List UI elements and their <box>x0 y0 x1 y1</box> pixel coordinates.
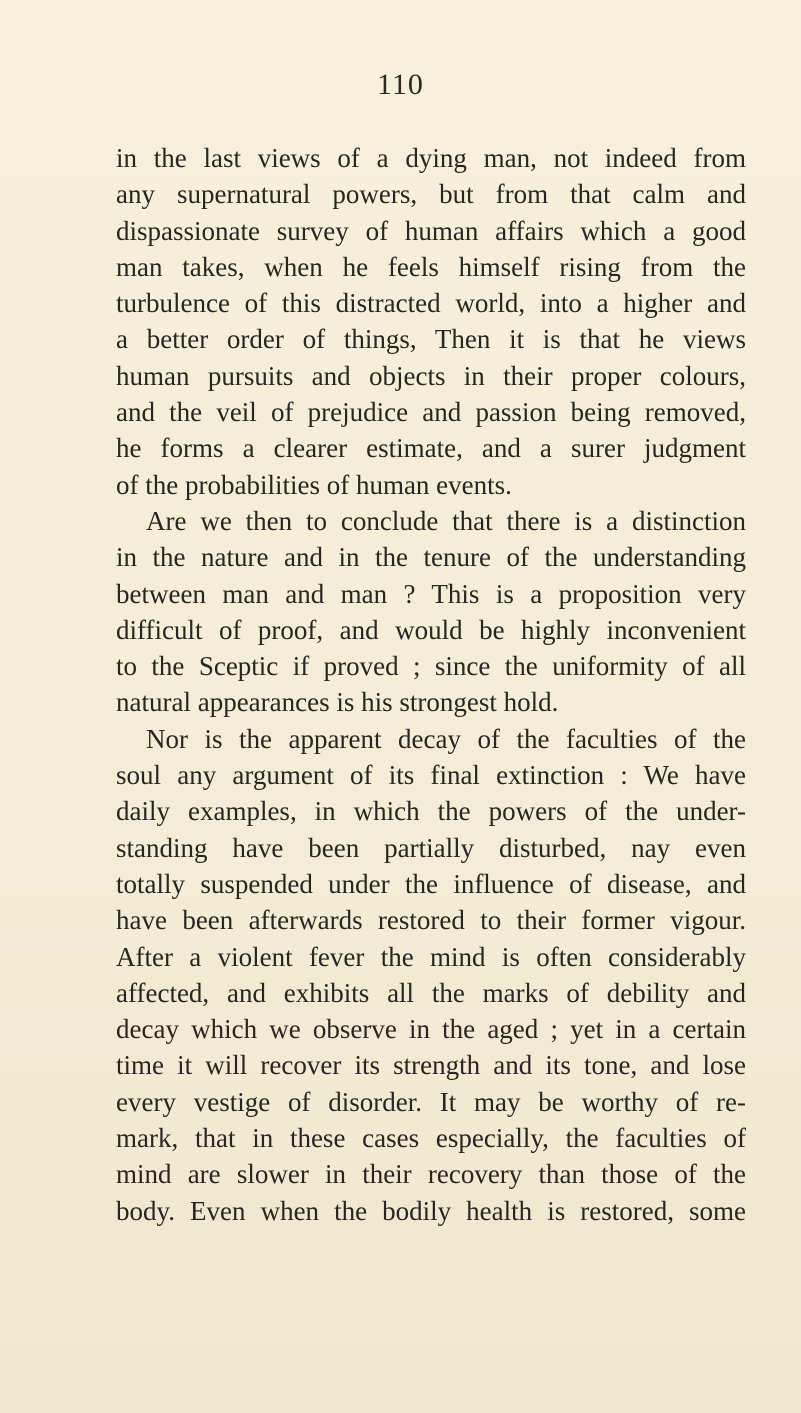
text-line: turbulence of this distracted world, into a higher and <box>116 288 746 319</box>
text-line: standing have been partially disturbed, nay even <box>116 832 746 863</box>
text-line: mark, that in these cases especially, the faculties of <box>116 1123 746 1154</box>
text-line: soul any argument of its final extinction : We have <box>116 760 746 791</box>
text-line: of the probabilities of human events. <box>116 469 512 500</box>
text-line: dispassionate survey of human affairs which a good <box>116 215 746 246</box>
text-line: any supernatural powers, but from that calm and <box>116 179 746 210</box>
text-line: time it will recover its strength and its tone, and lose <box>116 1050 746 1081</box>
text-line: in the nature and in the tenure of the understanding <box>116 542 746 573</box>
text-line: to the Sceptic if proved ; since the uniformity of all <box>116 651 746 682</box>
text-line: a better order of things, Then it is that he views <box>116 324 746 355</box>
text-line: every vestige of disorder. It may be worthy of re- <box>116 1086 746 1117</box>
text-line: man takes, when he feels himself rising from the <box>116 251 746 282</box>
text-line: mind are slower in their recovery than those of the <box>116 1159 746 1190</box>
text-line: After a violent fever the mind is often considerably <box>116 941 746 972</box>
text-line: in the last views of a dying man, not indeed from <box>116 143 746 173</box>
page-number: 110 <box>377 68 424 101</box>
text-line: decay which we observe in the aged ; yet in a certain <box>116 1014 746 1045</box>
text-line: daily examples, in which the powers of the under- <box>116 796 746 827</box>
text-line: and the veil of prejudice and passion being removed, <box>116 397 746 428</box>
text-line: between man and man ? This is a proposition very <box>116 578 746 609</box>
text-line: have been afterwards restored to their former vigour. <box>116 905 746 936</box>
text-line: totally suspended under the influence of disease, and <box>116 868 746 899</box>
text-line: natural appearances is his strongest hold. <box>116 687 559 718</box>
text-line: Nor is the apparent decay of the faculties of the <box>146 723 746 754</box>
text-line: body. Even when the bodily health is restored, some <box>116 1195 746 1226</box>
text-line: difficult of proof, and would be highly inconvenient <box>116 614 746 645</box>
text-line: human pursuits and objects in their proper colours, <box>116 360 746 391</box>
text-line: Are we then to conclude that there is a distinction <box>146 505 746 536</box>
body-text <box>116 140 746 1229</box>
text-line: affected, and exhibits all the marks of debility and <box>116 977 746 1008</box>
text-line: he forms a clearer estimate, and a surer judgment <box>116 433 746 464</box>
